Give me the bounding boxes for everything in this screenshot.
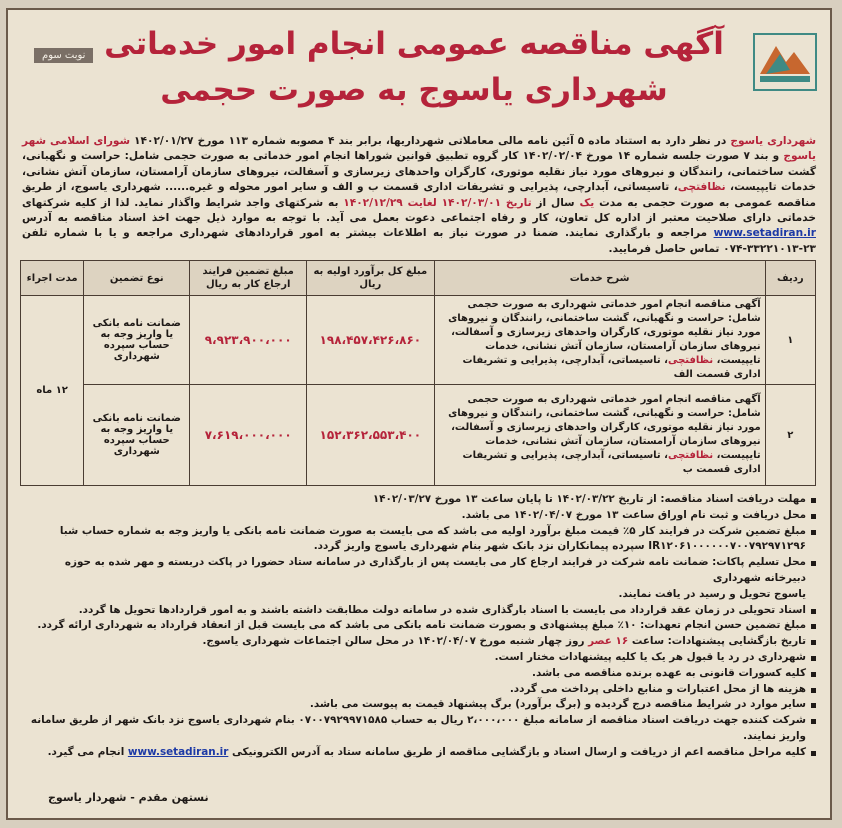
note-opening-text: تاریخ بازگشایی پیشنهادات: ساعت bbox=[628, 635, 806, 648]
table-row bbox=[21, 385, 816, 486]
intro-cleaner: نظافتچی bbox=[677, 181, 726, 194]
note-documents: اسناد تحویلی در زمان عقد قرارداد می بایست با اسناد بارگذاری شده در سامانه دولت مطابقت داشته باشند و به امور قراردادها تحویل ها گردد. bbox=[22, 603, 816, 619]
note-reject-right: شهرداری در رد یا قبول هر یک یا کلیه پیشنهادات مختار است. bbox=[22, 650, 816, 666]
setadiran-link-footer[interactable]: www.setadiran.ir bbox=[127, 745, 229, 758]
row-description-highlight: نظافتچی bbox=[667, 355, 714, 366]
row-description bbox=[434, 385, 765, 486]
row-guarantee: ضمانت نامه بانکی یا واریز وجه به حساب سپرده شهرداری bbox=[84, 385, 190, 486]
header-row-number: ردیف bbox=[765, 261, 815, 296]
intro-one: یک bbox=[579, 196, 595, 209]
services-table bbox=[20, 260, 816, 486]
header-deposit: مبلغ تضمین فرایند ارجاع کار به ریال bbox=[190, 261, 307, 296]
header-description: شرح خدمات bbox=[434, 261, 765, 296]
row-description-highlight: نظافتچی bbox=[667, 450, 714, 461]
intro-text-1: در نظر دارد به استناد ماده ۵ آئین نامه مالی معاملاتی شهرداریها، برابر بند ۴ مصوبه شماره ۱۱۳ مورخ ۱۴۰۲/۰۱/۲۷ bbox=[129, 135, 731, 147]
note-performance-bond: مبلغ تضمین حسن انجام تعهدات: ۱۰٪ مبلغ پیشنهادی و بصورت ضمانت نامه بانکی می باشد که می بایست قبل از انعقاد قرارداد به شهرداری ارائه گردد. bbox=[22, 618, 816, 634]
table-header-row bbox=[21, 261, 816, 296]
edition-badge: نوبت سوم bbox=[34, 48, 93, 63]
intro-text-4: سال از bbox=[531, 196, 580, 209]
note-document-fee: شرکت کننده جهت دریافت اسناد مناقصه از سامانه مبلغ ۲،۰۰۰،۰۰۰ ریال به حساب ۰۷۰۰۷۹۲۹۹۷۱۵۸۵ بنام شهرداری یاسوج نزد بانک شهر از طریق سامانه واریز نمایند. bbox=[22, 713, 816, 745]
note-deposit-amount: مبلغ تضمین شرکت در فرایند کار ۵٪ قیمت مبلغ برآورد اولیه می باشد که می بایست به صورت ضمانت نامه بانکی یا واریز وجه به شماره حساب شبا IR۱۲۰۶۱۰۰۰۰۰۰۷۰۰۷۹۲۹۷۱۲۹۶ سپرده پیمانکاران نزد بانک شهر بنام شهرداری یاسوج واریز گردد. bbox=[22, 524, 816, 556]
note-envelope-delivery-cont: یاسوج تحویل و رسید در یافت نمایند. bbox=[618, 587, 806, 600]
yasuj-municipality-logo-icon bbox=[750, 30, 820, 94]
header-estimate: مبلغ کل برآورد اولیه به ریال bbox=[307, 261, 435, 296]
row-estimate: ۱۹۸،۴۵۷،۴۲۶،۸۶۰ bbox=[307, 296, 435, 385]
intro-text-6: مراجعه و بارگذاری نمایند. ضمنا در صورت نیاز به اطلاعات بیشتر به امور قراردادهای شهرداری مراجعه و یا با شماره تلفن ۲۳-۳۳۲۲۱۰۱۳-۰۷۴ تماس حاصل فرمایید. bbox=[22, 227, 816, 255]
header-duration: مدت اجراء bbox=[21, 261, 84, 296]
intro-text-3: ، تاسیساتی، آبدارچی، پذیرایی و تشریفات اداری قسمت ب و الف و سایر امور محوله و غیره...... شهرداری یاسوج، از طریق مناقصه عمومی به صورت حجمی به مدت bbox=[22, 181, 816, 209]
intro-date-range: تاریخ ۱۴۰۲/۰۳/۰۱ لغایت ۱۴۰۲/۱۲/۲۹ bbox=[343, 196, 532, 209]
page-title: آگهی مناقصه عمومی انجام امور خدماتی bbox=[104, 26, 724, 62]
row-number: ۱ bbox=[765, 296, 815, 385]
row-deposit: ۹،۹۲۳،۹۰۰،۰۰۰ bbox=[190, 296, 307, 385]
note-opening-date bbox=[22, 634, 816, 650]
note-opening-text-end: روز چهار شنبه مورخ ۱۴۰۲/۰۴/۰۷ در محل سالن اجتماعات شهرداری یاسوج. bbox=[202, 635, 589, 648]
note-setad bbox=[22, 745, 816, 761]
row-deposit: ۷،۶۱۹،۰۰۰،۰۰۰ bbox=[190, 385, 307, 486]
row-guarantee: ضمانت نامه بانکی یا واریز وجه به حساب سپرده شهرداری bbox=[84, 296, 190, 385]
page-subtitle: شهرداری یاسوج به صورت حجمی bbox=[160, 72, 668, 108]
row-description-text: آگهی مناقصه انجام امور خدماتی شهرداری به صورت حجمی شامل: حراست و نگهبانی، گشت ساختمانی، رانندگان و نیروهای مورد نیاز نقلیه موتوری، کارگران واحدهای زیرسازی و آسفالت، نیروهای سازمان آرامستان، سازمان آتش نشانی، خدمات تایپیست، bbox=[448, 394, 761, 461]
conditions-list bbox=[22, 492, 816, 761]
row-description bbox=[434, 296, 765, 385]
intro-text-2: و بند ۷ صورت جلسه شماره ۱۴ مورخ ۱۴۰۲/۰۲/۰۴ کار گروه تطبیق قوانین شوراها انجام امور خدماتی به صورت حجمی شامل: حراست و نگهبانی، گشت ساختمانی، رانندگان و نیروهای مورد نیاز نقلیه موتوری، کارگران واحدهای زیرسازی و آسفالت، نیروهای سازمان آرامستان، سازمان آتش نشانی، خدمات تایپیست، bbox=[22, 150, 816, 194]
table-row bbox=[21, 296, 816, 385]
row-duration: ۱۲ ماه bbox=[21, 296, 84, 486]
row-description-text: آگهی مناقصه انجام امور خدماتی شهرداری به صورت حجمی شامل: حراست و نگهبانی، گشت ساختمانی، رانندگان و نیروهای مورد نیاز نقلیه موتوری، کارگران واحدهای زیرسازی و آسفالت، نیروهای سازمان آرامستان، سازمان آتش نشانی، خدمات تایپیست، bbox=[448, 299, 761, 366]
advertisement-page bbox=[6, 8, 832, 820]
intro-council: شورای اسلامی شهر یاسوج bbox=[22, 135, 817, 163]
intro-paragraph bbox=[22, 134, 816, 257]
note-deadline: مهلت دریافت اسناد مناقصه: از تاریخ ۱۴۰۲/۰۳/۲۲ تا پایان ساعت ۱۳ مورخ ۱۴۰۲/۰۳/۲۷ bbox=[22, 492, 816, 508]
row-description-text-end: ، تاسیساتی، آبدارچی، پذیرایی و تشریفات اداری قسمت الف bbox=[462, 355, 761, 380]
note-setad-end: انجام می گیرد. bbox=[47, 745, 128, 758]
intro-text-5: به شرکتهای واجد شرایط واگذار نماید. لذا از کلیه شرکتهای خدماتی دارای صلاحیت معتبر از اداره کل تعاون، کار و رفاه اجتماعی دعوت بعمل می آید. با توجه به موارد ذیل جهت اخذ اسناد مناقصه به آدرس bbox=[22, 196, 816, 225]
note-envelope-delivery: محل تسلیم پاکات: ضمانت نامه شرکت در فرایند ارجاع کار می بایست پس از بارگذاری در سامانه ستاد حضورا در پاکت دربسته و مهر شده به حوزه دبیرخانه شهرداری bbox=[22, 555, 816, 587]
note-funding: هزینه ها از محل اعتبارات و منابع داخلی پرداخت می گردد. bbox=[22, 682, 816, 698]
header-guarantee: نوع تضمین bbox=[84, 261, 190, 296]
note-registration: محل دریافت و ثبت نام اوراق ساعت ۱۳ مورخ ۱۴۰۲/۰۴/۰۷ می باشد. bbox=[22, 508, 816, 524]
note-other: سایر موارد در شرایط مناقصه درج گردیده و (برگ برآورد) برگ پیشنهاد قیمت به پیوست می باشد. bbox=[22, 697, 816, 713]
row-estimate: ۱۵۲،۳۶۲،۵۵۳،۴۰۰ bbox=[307, 385, 435, 486]
mayor-signature: نستهن مقدم - شهردار یاسوج bbox=[48, 791, 209, 804]
row-number: ۲ bbox=[765, 385, 815, 486]
row-description-text-end: ، تاسیساتی، آبدارچی، پذیرایی و تشریفات اداری قسمت ب bbox=[462, 450, 761, 475]
note-deductions: کلیه کسورات قانونی به عهده برنده مناقصه می باشد. bbox=[22, 666, 816, 682]
setadiran-link[interactable]: www.setadiran.ir bbox=[713, 227, 816, 240]
note-opening-time: ۱۶ عصر bbox=[588, 635, 629, 648]
note-setad-text: کلیه مراحل مناقصه اعم از دریافت و ارسال اسناد و بازگشایی مناقصه از طریق سامانه ستاد به آدرس الکترونیکی bbox=[228, 745, 806, 758]
intro-municipality: شهرداری یاسوج bbox=[730, 135, 816, 147]
